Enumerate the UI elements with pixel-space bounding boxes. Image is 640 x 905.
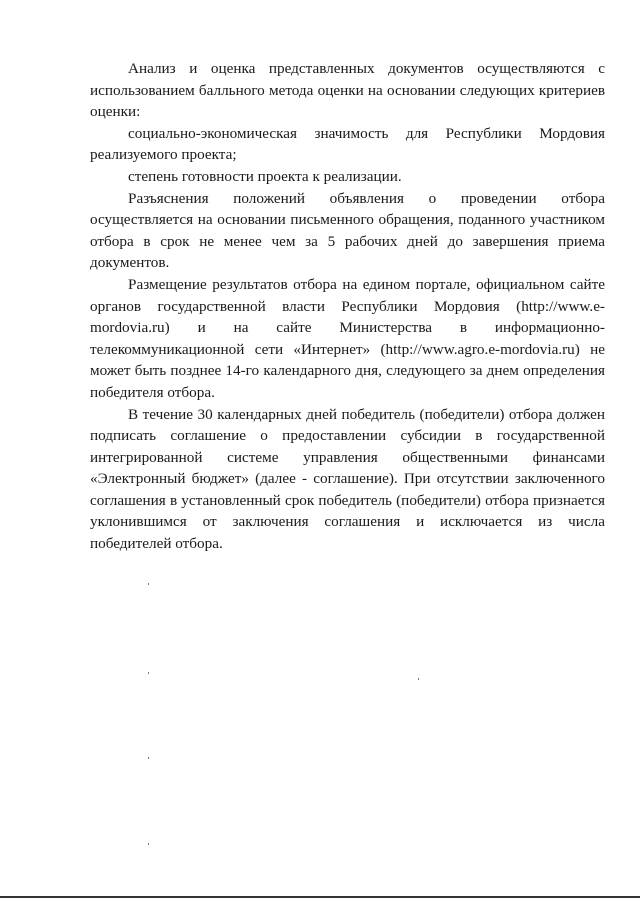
text-line: победителей отбора. [90, 535, 223, 553]
text-line: Размещение результатов отбора на едином портале, официальном сайте [128, 275, 605, 293]
text-line: телекоммуникационной сети «Интернет» (http://www.agro.e-mordovia.ru) не [90, 340, 605, 358]
text-line: «Электронный бюджет» (далее - соглашение). При отсутствии заключенного [90, 470, 605, 488]
text-line: оценки: [90, 103, 141, 121]
text-line: В течение 30 календарных дней победитель (победители) отбора должен [128, 405, 605, 423]
text-line: социально-экономическая значимость для Республики Мордовия [128, 124, 605, 142]
text-line: победителя отбора. [90, 383, 215, 401]
text-line: подписать соглашение о предоставлении субсидии в государственной [90, 427, 605, 445]
text-line: осуществляется на основании письменного обращения, поданного участником [90, 211, 605, 229]
text-line: реализуемого проекта; [90, 146, 237, 164]
text-line: mordovia.ru) и на сайте Министерства в информационно- [90, 319, 605, 337]
text-line: уклонившимся от заключения соглашения и исключается из числа [90, 513, 605, 531]
scan-speck [148, 583, 149, 585]
scan-speck [418, 678, 419, 680]
text-line: соглашения в установленный срок победитель (победители) отбора признается [90, 491, 605, 509]
page-bottom-border [0, 896, 640, 898]
document-body [90, 58, 605, 555]
text-line: документов. [90, 254, 170, 272]
text-line: отбора в срок не менее чем за 5 рабочих дней до завершения приема [90, 232, 605, 250]
scan-speck [148, 672, 149, 674]
text-line: Анализ и оценка представленных документов осуществляются с [128, 60, 605, 77]
text-line: интегрированной системе управления общественными финансами [90, 448, 605, 466]
scan-speck [148, 757, 149, 759]
text-line: степень готовности проекта к реализации. [128, 167, 402, 185]
text-line: органов государственной власти Республики Мордовия (http://www.e- [90, 297, 605, 315]
text-line: использованием балльного метода оценки на основании следующих критериев [90, 81, 605, 99]
text-line: Разъяснения положений объявления о проведении отбора [128, 189, 605, 207]
scan-speck [148, 843, 149, 845]
text-line: может быть позднее 14-го календарного дня, следующего за днем определения [90, 362, 605, 380]
